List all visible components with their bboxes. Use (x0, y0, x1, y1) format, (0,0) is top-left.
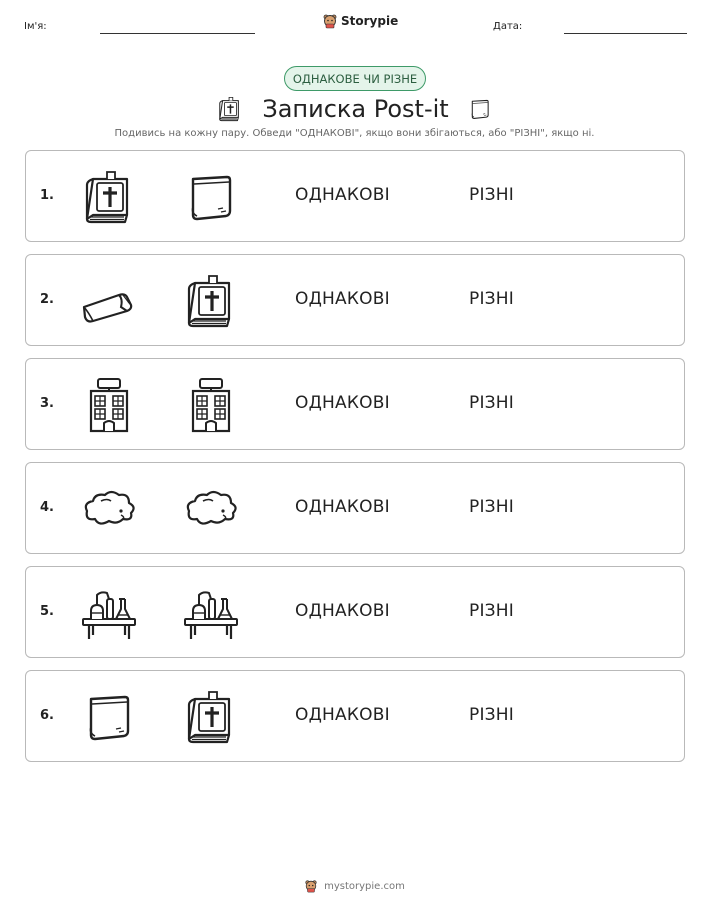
pair-row-6 (25, 670, 685, 762)
page-title: Записка Post-it (262, 95, 449, 123)
instructions-text: Подивись на кожну пару. Обведи "ОДНАКОВІ", якщо вони збігаються, або "РІЗНІ", якщо ні. (114, 128, 595, 139)
lab-bench-icon (81, 585, 137, 641)
different-option[interactable]: РІЗНІ (469, 497, 514, 517)
post-it-note-icon (81, 689, 137, 745)
row-number: 3. (40, 396, 54, 411)
pair-row-1 (25, 150, 685, 242)
title-row (0, 91, 709, 127)
brand-logo (322, 13, 398, 29)
storypie-mascot-icon (322, 13, 338, 29)
name-field[interactable] (100, 33, 255, 34)
post-it-note-icon (468, 96, 492, 122)
row-number: 4. (40, 500, 54, 515)
pair-row-2 (25, 254, 685, 346)
different-option[interactable]: РІЗНІ (469, 393, 514, 413)
same-option[interactable]: ОДНАКОВІ (295, 497, 390, 517)
same-option[interactable]: ОДНАКОВІ (295, 289, 390, 309)
row-number: 5. (40, 604, 54, 619)
footer-url[interactable]: mystorypie.com (324, 880, 405, 892)
eraser-icon (81, 273, 137, 329)
worksheet-type-badge: ОДНАКОВЕ ЧИ РІЗНЕ (284, 66, 426, 91)
post-it-note-icon (183, 169, 239, 225)
pair-row-4 (25, 462, 685, 554)
different-option[interactable]: РІЗНІ (469, 601, 514, 621)
bible-icon (183, 689, 239, 745)
same-option[interactable]: ОДНАКОВІ (295, 393, 390, 413)
name-label: Ім'я: (24, 21, 47, 32)
same-option[interactable]: ОДНАКОВІ (295, 601, 390, 621)
bible-icon (217, 95, 243, 123)
same-option[interactable]: ОДНАКОВІ (295, 185, 390, 205)
hospital-building-icon (183, 377, 239, 433)
bible-icon (183, 273, 239, 329)
date-field[interactable] (564, 33, 687, 34)
pair-row-3 (25, 358, 685, 450)
different-option[interactable]: РІЗНІ (469, 185, 514, 205)
row-number: 1. (40, 188, 54, 203)
brand-name: Storypie (341, 14, 399, 28)
different-option[interactable]: РІЗНІ (469, 289, 514, 309)
lab-bench-icon (183, 585, 239, 641)
same-option[interactable]: ОДНАКОВІ (295, 705, 390, 725)
pair-row-5 (25, 566, 685, 658)
puddle-icon (183, 481, 239, 537)
footer (0, 879, 709, 893)
date-label: Дата: (493, 21, 523, 32)
hospital-building-icon (81, 377, 137, 433)
storypie-mascot-icon (304, 879, 318, 893)
bible-icon (81, 169, 137, 225)
different-option[interactable]: РІЗНІ (469, 705, 514, 725)
row-number: 2. (40, 292, 54, 307)
puddle-icon (81, 481, 137, 537)
row-number: 6. (40, 708, 54, 723)
